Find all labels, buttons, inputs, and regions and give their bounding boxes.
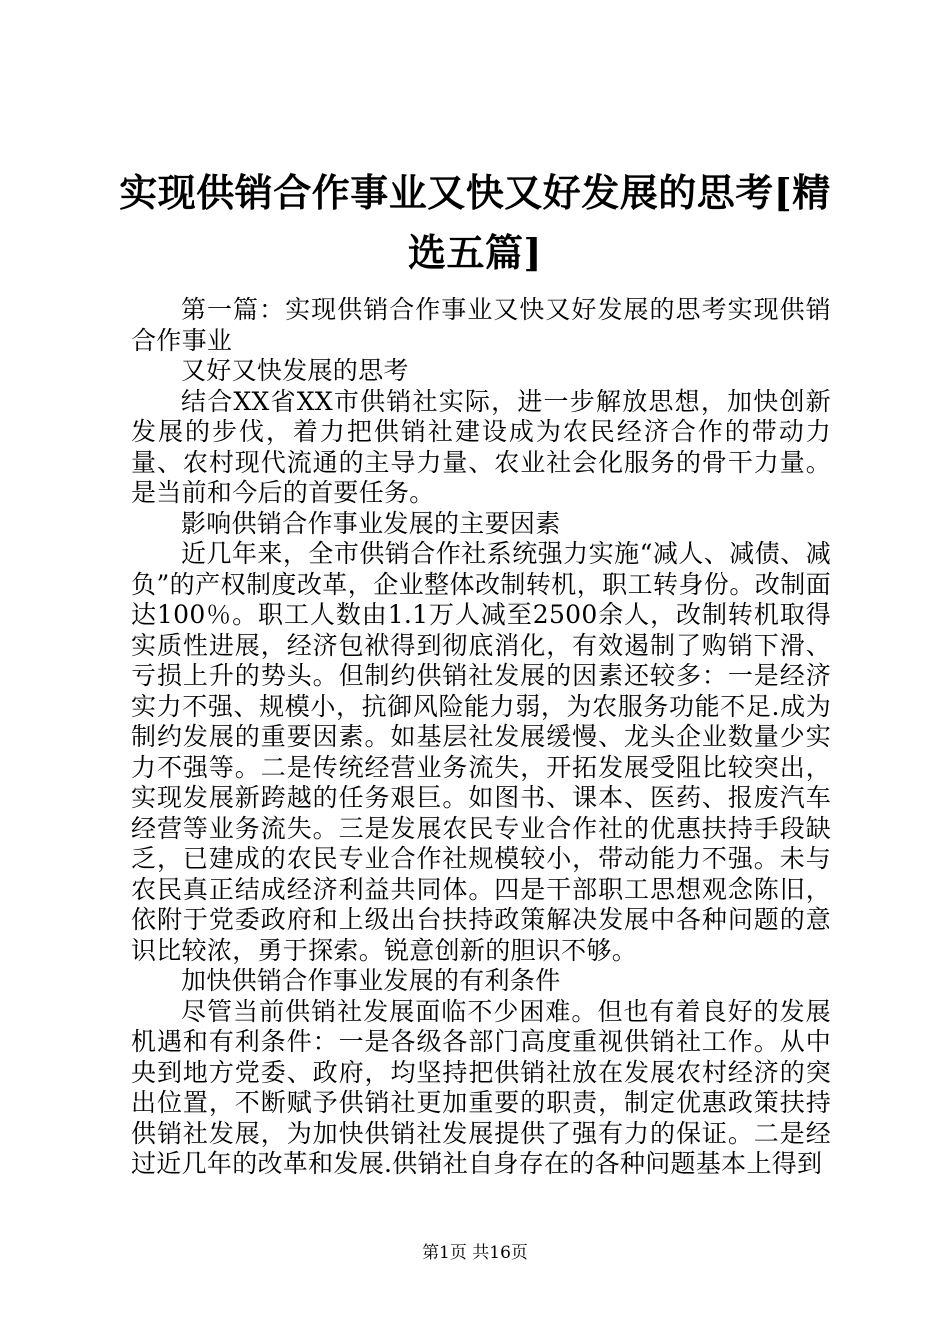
document-title: 实现供销合作事业又快又好发展的思考[精选五篇] bbox=[119, 170, 831, 275]
page-footer: 第1页 共16页 bbox=[422, 1243, 528, 1263]
section-heading: 加快供销合作事业发展的有利条件 bbox=[181, 966, 561, 995]
section-heading: 影响供销合作事业发展的主要因素 bbox=[181, 508, 561, 538]
document-body bbox=[131, 295, 831, 1180]
paragraph: 结合XX省XX市供销社实际，进一步解放思想，加快创新发展的步伐，着力把供销社建设成为农民经济合作的带动力量、农村现代流通的主导力量、农业社会化服务的骨干力量。是当前和今后的首要任务。 bbox=[131, 386, 831, 507]
paragraph: 尽管当前供销社发展面临不少困难。但也有着良好的发展机遇和有利条件：一是各级各部门高度重视供销社工作。从中央到地方党委、政府，均坚持把供销社放在发展农村经济的突出位置，不断赋予供销社更加重要的职责，制定优惠政策扶持供销社发展，为加快供销社发展提供了强有力的保证。二是经过近几年的改革和发展.供销社自身存在的各种问题基本上得到 bbox=[131, 996, 831, 1178]
paragraph: 近几年来，全市供销合作社系统强力实施“减人、减债、减负”的产权制度改革，企业整体改制转机，职工转身份。改制面达100％。职工人数由1.1万人减至2500余人，改制转机取得实质性进展，经济包袱得到彻底消化，有效遏制了购销下滑、亏损上升的势头。但制约供销社发展的因素还较多：一是经济实力不强、规模小，抗御风险能力弱，为农服务功能不足.成为制约发展的重要因素。如基层社发展缓慢、龙头企业数量少实力不强等。二是传统经营业务流失，开拓发展受阻比较突出，实现发展新跨越的任务艰巨。如图书、课本、医药、报废汽车经营等业务流失。三是发展农民专业合作社的优惠扶持手段缺乏，已建成的农民专业合作社规模较小，带动能力不强。未与农民真正结成经济利益共同体。四是干部职工思想观念陈旧，依附于党委政府和上级出台扶持政策解决发展中各种问题的意识比较浓，勇于探索。锐意创新的胆识不够。 bbox=[131, 539, 831, 965]
paragraph: 第一篇：实现供销合作事业又快又好发展的思考实现供销合作事业 bbox=[131, 295, 831, 355]
paragraph: 又好又快发展的思考 bbox=[181, 356, 409, 385]
